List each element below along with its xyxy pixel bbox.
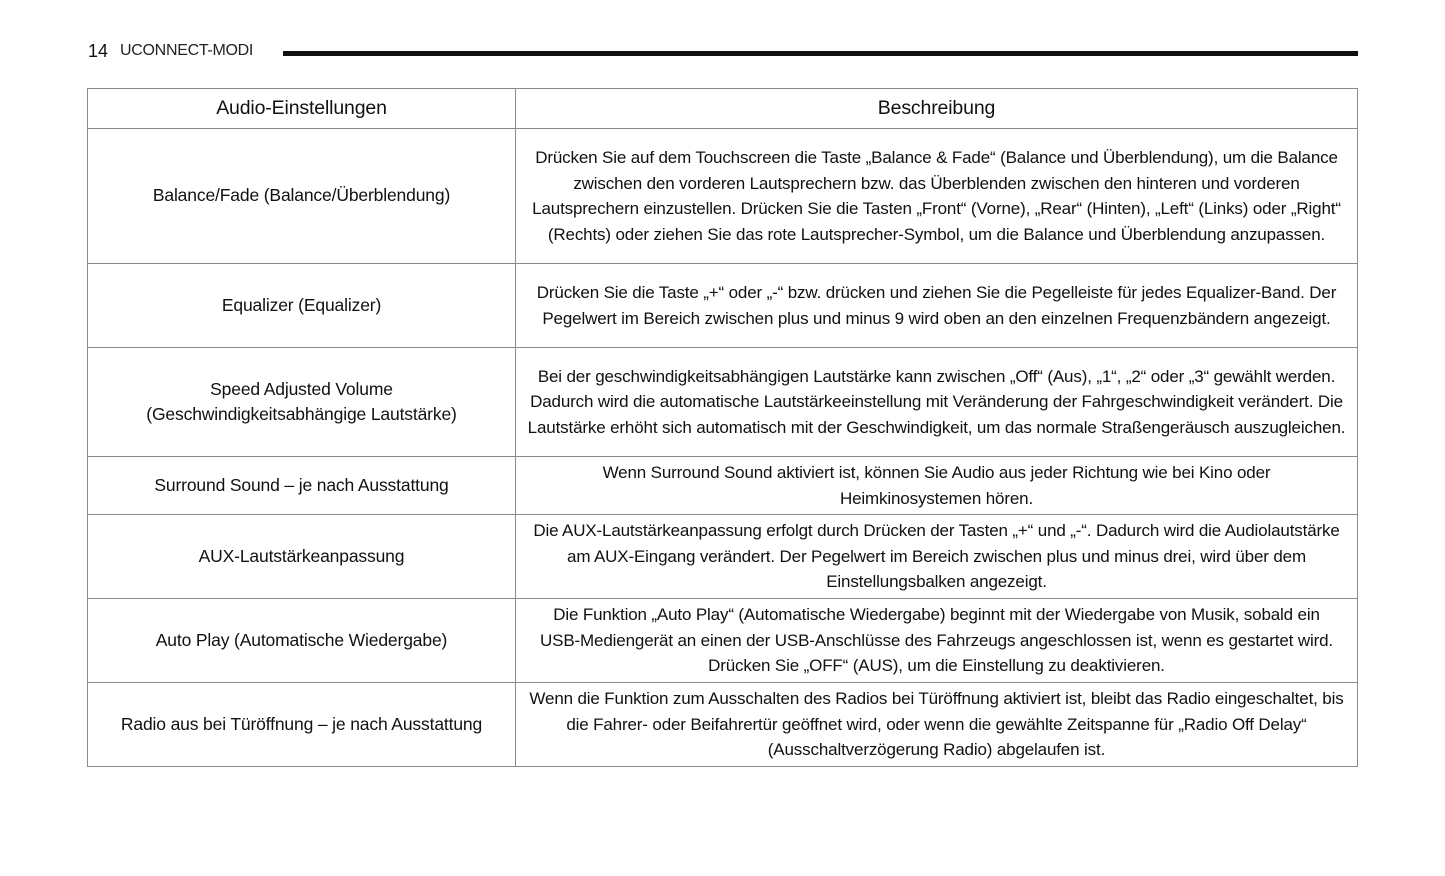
table-row: [88, 683, 1358, 767]
setting-cell: Auto Play (Automatische Wiedergabe): [88, 599, 516, 683]
setting-cell: Radio aus bei Türöffnung – je nach Ausstattung: [88, 683, 516, 767]
setting-cell: Balance/Fade (Balance/Überblendung): [88, 129, 516, 264]
description-cell: Die AUX-Lautstärkeanpassung erfolgt durch Drücken der Tasten „+“ und „-“. Dadurch wird die Audiolautstärke am AUX-Eingang verändert. Der Pegelwert im Bereich zwischen plus und minus drei, wird über dem Einstellungsbalken angezeigt.: [516, 515, 1358, 599]
table-row: [88, 264, 1358, 348]
column-header-setting: Audio-Einstellungen: [88, 89, 516, 129]
page-header: [88, 40, 253, 62]
audio-settings-table: [87, 88, 1358, 767]
section-title: UCONNECT-MODI: [120, 42, 254, 59]
table-row: [88, 515, 1358, 599]
setting-cell: Surround Sound – je nach Ausstattung: [88, 457, 516, 515]
description-cell: Die Funktion „Auto Play“ (Automatische Wiedergabe) beginnt mit der Wiedergabe von Musik, sobald ein USB-Mediengerät an einen der USB-Anschlüsse des Fahrzeugs angeschlossen ist, wenn es gestartet wird. Drücken Sie „OFF“ (AUS), um die Einstellung zu deaktivieren.: [516, 599, 1358, 683]
table-row: [88, 457, 1358, 515]
column-header-description: Beschreibung: [516, 89, 1358, 129]
table-row: [88, 129, 1358, 264]
setting-cell: Equalizer (Equalizer): [88, 264, 516, 348]
description-cell: Wenn Surround Sound aktiviert ist, können Sie Audio aus jeder Richtung wie bei Kino oder Heimkinosystemen hören.: [516, 457, 1358, 515]
description-cell: Bei der geschwindigkeitsabhängigen Lautstärke kann zwischen „Off“ (Aus), „1“, „2“ oder „3“ gewählt werden. Dadurch wird die automatische Lautstärkeeinstellung mit Veränderung der Fahrgeschwindigkeit verändert. Die Lautstärke erhöht sich automatisch mit der Geschwindigkeit, um das normale Straßengeräusch auszugleichen.: [516, 348, 1358, 457]
page-number: 14: [88, 40, 109, 61]
description-cell: Drücken Sie auf dem Touchscreen die Taste „Balance & Fade“ (Balance und Überblendung), um die Balance zwischen den vorderen Lautsprechern bzw. das Überblenden zwischen den hinteren und vorderen Lautsprechern einzustellen. Drücken Sie die Tasten „Front“ (Vorne), „Rear“ (Hinten), „Left“ (Links) oder „Right“ (Rechts) oder ziehen Sie das rote Lautsprecher-Symbol, um die Balance und Überblendung anzupassen.: [516, 129, 1358, 264]
table-header-row: [88, 89, 1358, 129]
description-cell: Wenn die Funktion zum Ausschalten des Radios bei Türöffnung aktiviert ist, bleibt das Radio eingeschaltet, bis die Fahrer- oder Beifahrertür geöffnet wird, oder wenn die gewählte Zeitspanne für „Radio Off Delay“ (Ausschaltverzögerung Radio) abgelaufen ist.: [516, 683, 1358, 767]
description-cell: Drücken Sie die Taste „+“ oder „-“ bzw. drücken und ziehen Sie die Pegelleiste für jedes Equalizer-Band. Der Pegelwert im Bereich zwischen plus und minus 9 wird oben an den einzelnen Frequenzbändern angezeigt.: [516, 264, 1358, 348]
table-row: [88, 348, 1358, 457]
setting-cell: Speed Adjusted Volume (Geschwindigkeitsabhängige Lautstärke): [88, 348, 516, 457]
header-rule: [283, 51, 1358, 56]
setting-cell: AUX-Lautstärkeanpassung: [88, 515, 516, 599]
table-row: [88, 599, 1358, 683]
